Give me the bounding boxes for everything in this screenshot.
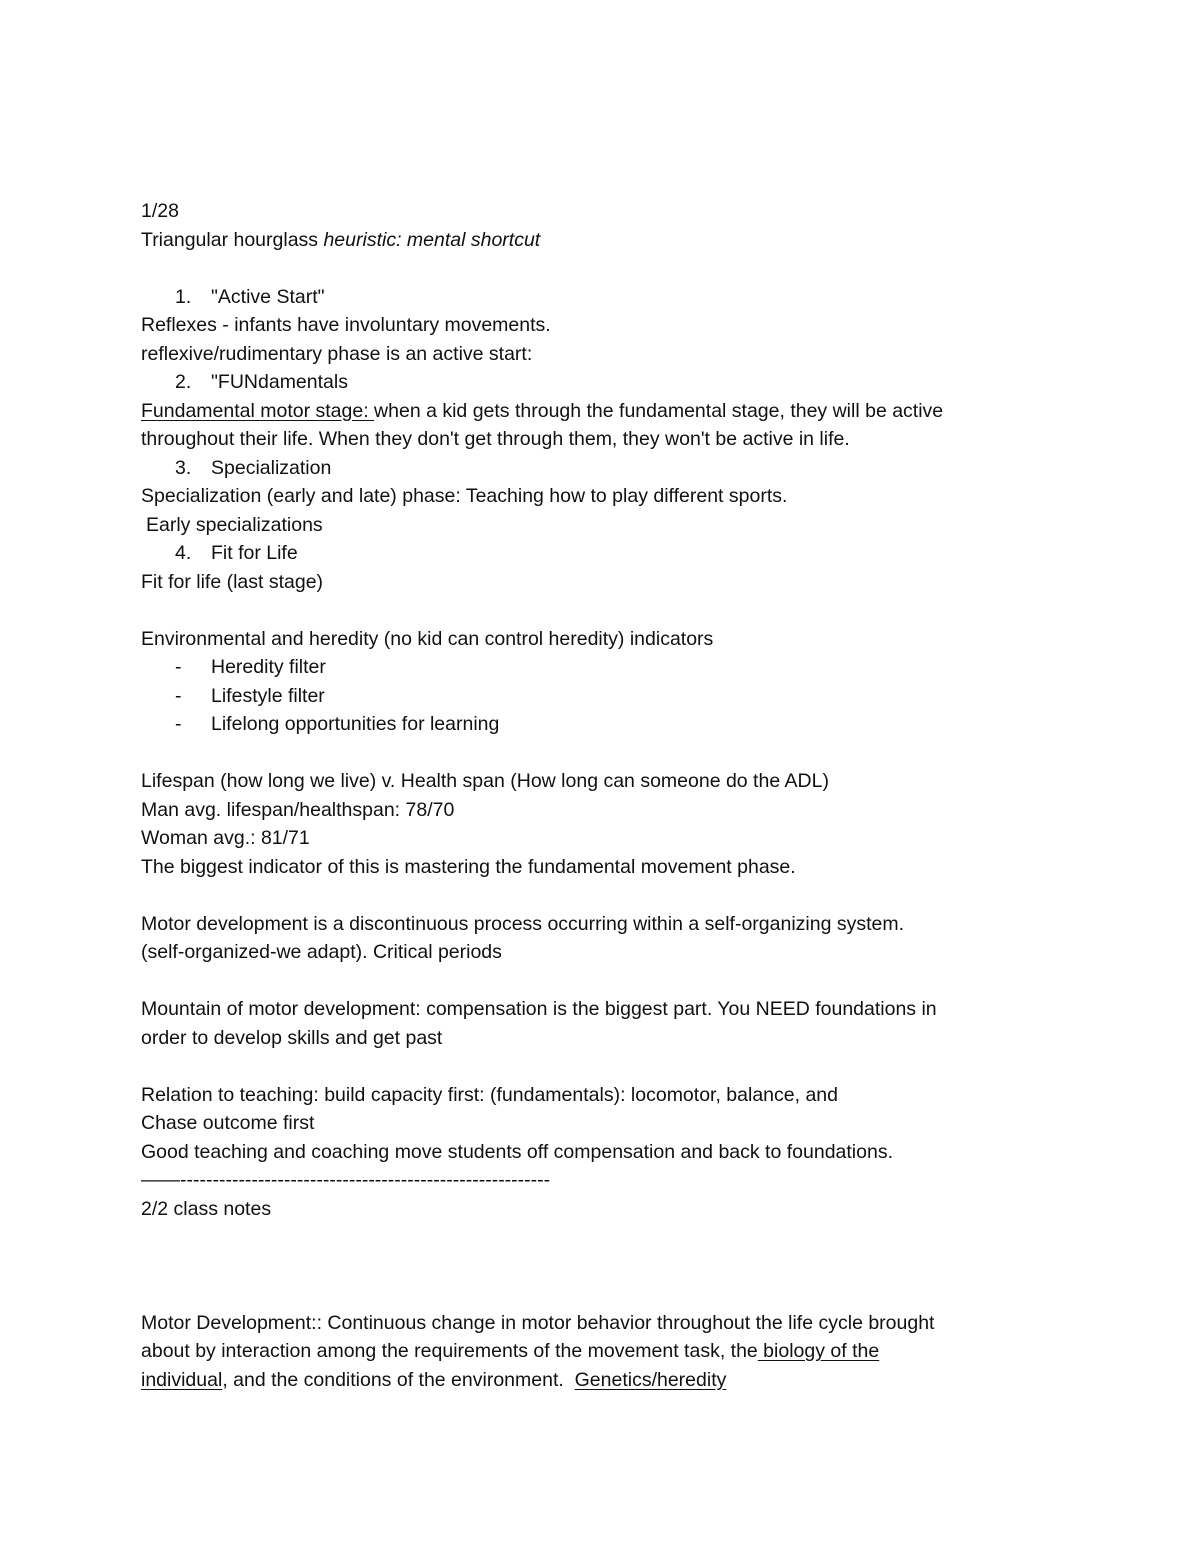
underlined-term: biology of the [757,1340,880,1362]
list-item [141,454,1141,483]
text-line: (self-organized-we adapt). Critical periods [141,941,502,963]
list-marker: 4. [175,542,192,564]
text-line: throughout their life. When they don't get through them, they won't be active in life. [141,428,850,450]
text-line: order to develop skills and get past [141,1026,443,1049]
list-item-text: Specialization [211,456,332,479]
text-line [141,1366,1141,1395]
text-line: Early specializations [146,513,323,536]
date-heading: 2/2 class notes [141,1197,272,1220]
text-line: Reflexes - infants have involuntary movements. [141,314,551,336]
title-line [141,226,1141,255]
text-span: about by interaction among the requirements of the movement task, the [141,1340,758,1362]
list-item-text: "FUNdamentals [211,371,348,393]
text-line: Motor Development:: Continuous change in motor behavior throughout the life cycle brought [141,1311,935,1334]
bullet-marker: - [175,656,182,678]
bullet-text: Heredity filter [211,656,326,678]
text-span: , and the conditions of the environment. [222,1368,575,1391]
text-line: Mountain of motor development: compensation is the biggest part. You NEED foundations in [141,998,937,1020]
blank-line [141,967,1141,996]
blank-line [141,1052,1141,1081]
list-marker: 3. [175,456,192,479]
blank-line [141,1252,1141,1281]
text-line: Environmental and heredity (no kid can control heredity) indicators [141,627,714,650]
date-heading: 1/28 [141,200,179,222]
blank-line [141,254,1141,283]
blank-line [141,1223,1141,1252]
bullet-item [141,682,1141,711]
bullet-text: Lifelong opportunities for learning [211,713,500,735]
list-marker: 2. [175,371,192,393]
underlined-term: individual [141,1368,223,1391]
text-line: Lifespan (how long we live) v. Health span (How long can someone do the ADL) [141,770,829,792]
bullet-text: Lifestyle filter [211,684,325,707]
list-item [141,539,1141,568]
list-item-text: "Active Start" [211,285,325,308]
title-plain: Triangular hourglass [141,228,324,251]
blank-line [141,881,1141,910]
text-line: Chase outcome first [141,1112,315,1134]
list-item [141,368,1141,397]
text-line: Fit for life (last stage) [141,570,324,593]
text-line: The biggest indicator of this is mastering the fundamental movement phase. [141,855,796,878]
blank-line [141,739,1141,768]
text-line: Good teaching and coaching move students off compensation and back to foundations. [141,1140,893,1163]
list-item-text: Fit for Life [211,542,298,564]
bullet-marker: - [175,713,182,735]
text-line [141,1337,1141,1366]
text-line: Relation to teaching: build capacity first: (fundamentals): locomotor, balance, and [141,1083,838,1106]
text-line: Man avg. lifespan/healthspan: 78/70 [141,798,455,821]
blank-line [141,596,1141,625]
notes-content [141,197,1141,1394]
blank-line [141,1280,1141,1309]
text-line: reflexive/rudimentary phase is an active start: [141,342,533,365]
bullet-marker: - [175,684,182,707]
text-span: when a kid gets through the fundamental stage, they will be active [374,399,944,422]
divider-line: ——--------------------------------------------------------- [141,1169,551,1191]
list-marker: 1. [175,285,192,308]
underlined-term: Fundamental motor stage: [141,399,375,422]
list-item [141,283,1141,312]
text-line: Specialization (early and late) phase: Teaching how to play different sports. [141,485,788,507]
bullet-item [141,710,1141,739]
text-line [141,397,1141,426]
text-line: Motor development is a discontinuous process occurring within a self-organizing system. [141,912,905,935]
bullet-item [141,653,1141,682]
text-line: Woman avg.: 81/71 [141,827,310,849]
title-italic: heuristic: mental shortcut [323,228,541,251]
underlined-term: Genetics/heredity [574,1368,727,1391]
